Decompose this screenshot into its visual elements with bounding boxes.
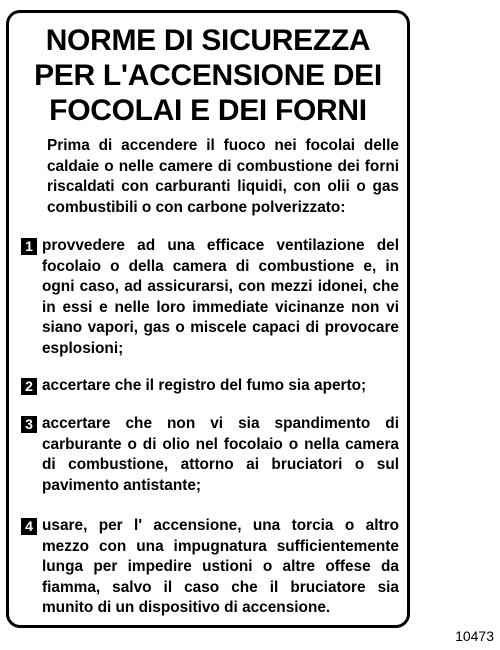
- rule-text: provvedere ad una efficace ventilazione del focolaio o della camera di combustione e, in ogni caso, ad assicurarsi, con mezzi idonei, che in essi e nelle loro immediate vicinanze non vi siano vapori, gas o miscele capaci di provocare esplosioni;: [42, 237, 399, 357]
- rule-number-badge: 4: [21, 518, 37, 535]
- sign-title: [9, 23, 407, 128]
- rule-item-3: [21, 414, 399, 496]
- rule-text: usare, per l' accensione, una torcia o altro mezzo con una impugnatura sufficientemente lunga per impedire ustioni o altre offese da fiamma, salvo il caso che il bruciatore sia munito di un dispositivo di accensione.: [42, 517, 399, 616]
- safety-sign: [6, 10, 410, 628]
- product-code: 10473: [455, 628, 494, 644]
- intro-paragraph: Prima di accendere il fuoco nei focolai delle caldaie o nelle camere di combustione dei forni riscaldati con carburanti liquidi, con olii o gas combustibili o con carbone polverizzato:: [47, 137, 399, 216]
- rule-number-badge: 1: [21, 238, 37, 255]
- title-line-2: PER L'ACCENSIONE DEI: [34, 59, 382, 92]
- rule-item-1: [21, 236, 399, 359]
- rule-number-badge: 2: [21, 378, 37, 395]
- rule-item-4: [21, 516, 399, 619]
- rule-item-2: [21, 376, 399, 397]
- rule-text: accertare che non vi sia spandimento di carburante o di olio nel focolaio o nella camera di combustione, attorno ai bruciatori o sul pavimento antistante;: [42, 415, 399, 494]
- rule-text: accertare che il registro del fumo sia aperto;: [42, 377, 367, 394]
- rule-number-badge: 3: [21, 416, 37, 433]
- title-line-3: FOCOLAI E DEI FORNI: [49, 94, 367, 127]
- title-line-1: NORME DI SICUREZZA: [45, 24, 371, 57]
